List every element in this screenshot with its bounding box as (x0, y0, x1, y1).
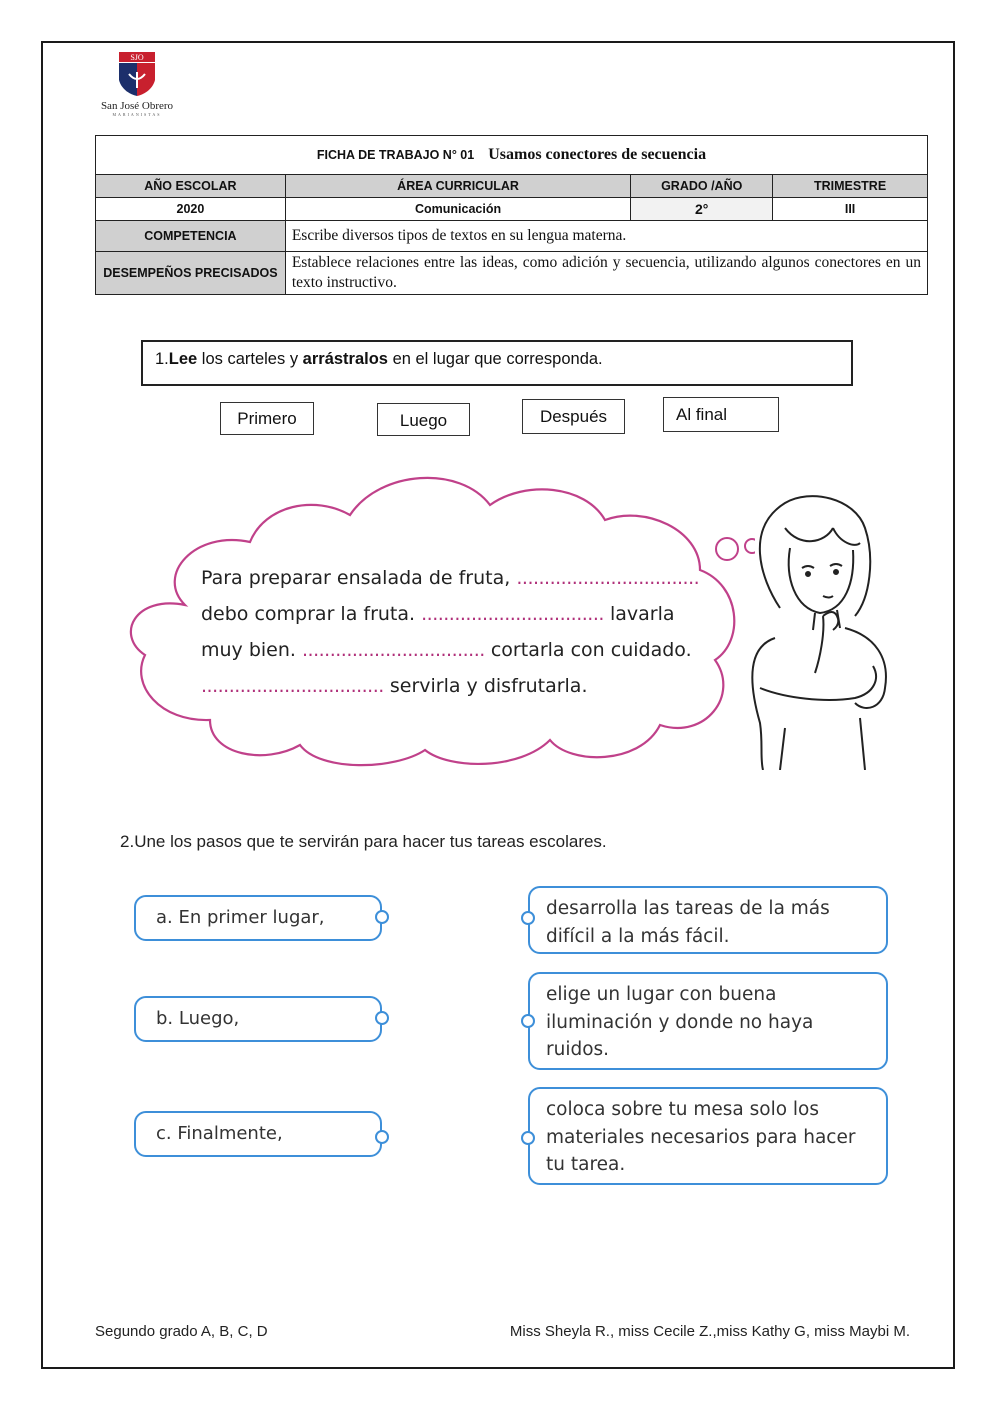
q1-instruction (141, 340, 853, 386)
story-blank-4[interactable]: ................................. (201, 675, 384, 697)
story-line-2b: lavarla (609, 603, 675, 625)
desempenos-text: Establece relaciones entre las ideas, como adición y secuencia, utilizando algunos conectores en un texto instructivo. (285, 252, 927, 295)
story-line-2a: debo comprar la fruta. (201, 603, 416, 625)
step-left-b[interactable]: b. Luego, (134, 996, 382, 1042)
q2-instruction (120, 832, 607, 852)
grade-label: GRADO /AÑO (631, 175, 773, 198)
fill-in-story (201, 560, 721, 704)
q2-number: 2. (120, 832, 135, 851)
header-table (95, 135, 928, 295)
thinking-girl-illustration (705, 488, 895, 770)
connector-dot-right-1[interactable] (521, 911, 535, 925)
footer-grades: Segundo grado A, B, C, D (95, 1323, 268, 1340)
footer-teachers: Miss Sheyla R., miss Cecile Z.,miss Kathy G, miss Maybi M. (509, 1323, 910, 1340)
story-line-3a: muy bien. (201, 639, 296, 661)
drag-card-al-final[interactable]: Al final (663, 397, 779, 432)
competencia-label: COMPETENCIA (96, 221, 286, 252)
connector-dot-left-c[interactable] (375, 1130, 389, 1144)
story-blank-3[interactable]: ................................. (302, 639, 485, 661)
step-right-3[interactable]: coloca sobre tu mesa solo los materiales necesarios para hacer tu tarea. (528, 1087, 888, 1185)
area-label: ÁREA CURRICULAR (285, 175, 630, 198)
worksheet-title: FICHA DE TRABAJO N° 01 (316, 148, 475, 162)
drag-card-despues[interactable]: Después (522, 399, 625, 434)
connector-dot-left-a[interactable] (375, 910, 389, 924)
step-right-1[interactable]: desarrolla las tareas de la más difícil a la más fácil. (528, 886, 888, 954)
logo-name: San José Obrero (100, 100, 174, 112)
story-line-3b: cortarla con cuidado. (490, 639, 692, 661)
grade-value: 2° (631, 198, 773, 221)
year-label: AÑO ESCOLAR (96, 175, 286, 198)
drag-card-luego[interactable]: Luego (377, 403, 470, 436)
worksheet-subtitle: Usamos conectores de secuencia (488, 146, 707, 163)
competencia-text: Escribe diversos tipos de textos en su lengua materna. (285, 221, 927, 252)
q1-bold-lee: Lee (168, 350, 198, 368)
step-right-2[interactable]: elige un lugar con buena iluminación y donde no haya ruidos. (528, 972, 888, 1070)
story-line-1: Para preparar ensalada de fruta, (201, 567, 511, 589)
connector-dot-left-b[interactable] (375, 1011, 389, 1025)
q1-number: 1. (155, 350, 169, 368)
q1-text-1: los carteles y (197, 350, 303, 368)
story-line-4: servirla y disfrutarla. (389, 675, 588, 697)
story-blank-2[interactable]: ................................. (421, 603, 604, 625)
q1-bold-arrastralos: arrástralos (302, 350, 388, 368)
desempenos-label: DESEMPEÑOS PRECISADOS (96, 252, 286, 295)
term-label: TRIMESTRE (773, 175, 928, 198)
area-value: Comunicación (285, 198, 630, 221)
step-left-a[interactable]: a. En primer lugar, (134, 895, 382, 941)
story-blank-1[interactable]: ................................. (516, 567, 700, 589)
q2-title: Une los pasos que te servirán para hacer tus tareas escolares. (134, 832, 607, 851)
worksheet-title-cell (96, 136, 928, 175)
year-value: 2020 (96, 198, 286, 221)
connector-dot-right-3[interactable] (521, 1131, 535, 1145)
drag-card-primero[interactable]: Primero (220, 402, 314, 435)
q1-text-2: en el lugar que corresponda. (387, 350, 603, 368)
logo-initials: SJO (130, 53, 144, 62)
connector-dot-right-2[interactable] (521, 1014, 535, 1028)
term-value: III (773, 198, 928, 221)
step-left-c[interactable]: c. Finalmente, (134, 1111, 382, 1157)
logo-subtitle: MARIANISTAS (112, 112, 162, 117)
